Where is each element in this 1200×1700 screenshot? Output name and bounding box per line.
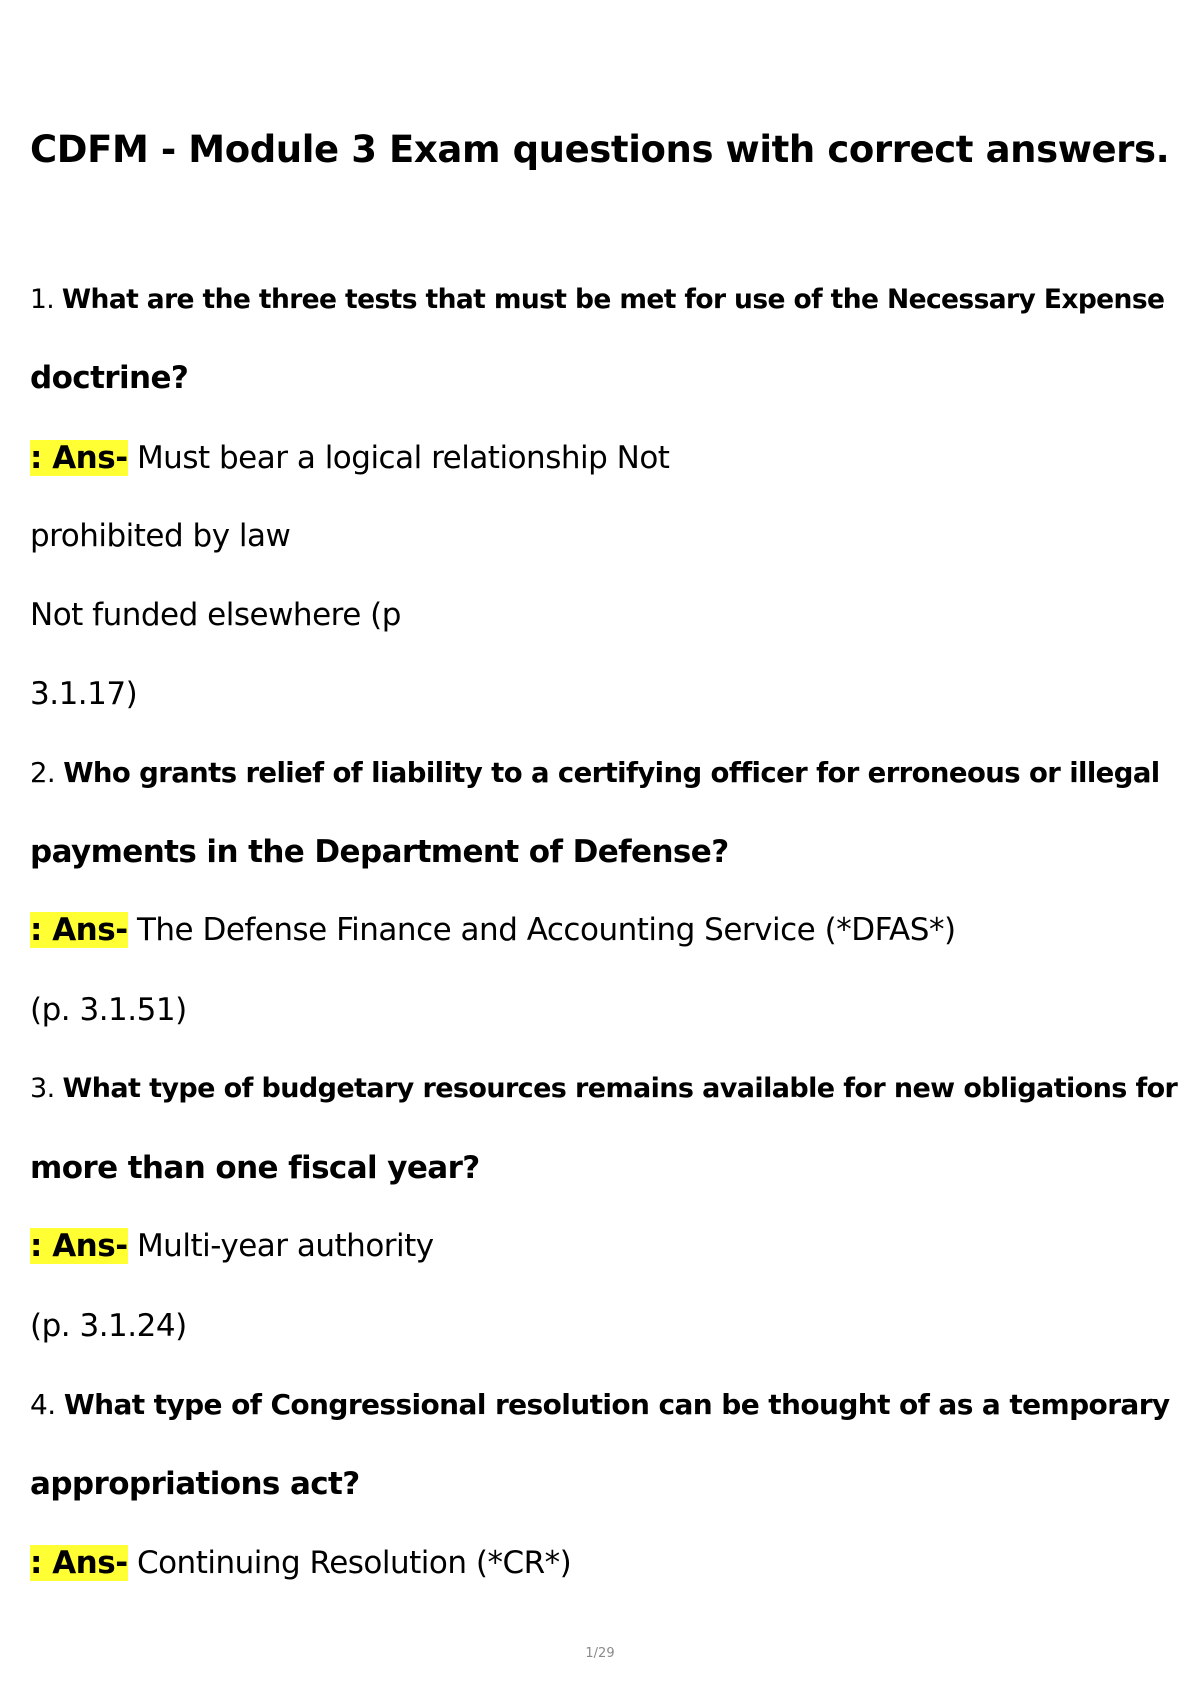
question-4-line-1: [30, 1383, 1170, 1427]
question-3-line-1: [30, 1067, 1177, 1111]
question-1-number: 1.: [30, 284, 55, 315]
answer-3: [30, 1224, 434, 1268]
question-4-number: 4.: [30, 1388, 56, 1421]
question-1-line-2: doctrine?: [30, 360, 189, 396]
answer-1-line-3: Not funded elsewhere (p: [30, 597, 401, 633]
question-4-line-2: appropriations act?: [30, 1466, 360, 1502]
answer-1-text: Must bear a logical relationship Not: [136, 440, 670, 476]
answer-label-2: : Ans-: [30, 912, 128, 948]
answer-label-1: : Ans-: [30, 440, 128, 476]
page-number: 1/29: [585, 1646, 615, 1661]
question-3-line-2: more than one fiscal year?: [30, 1150, 480, 1186]
question-3-number: 3.: [30, 1073, 55, 1104]
question-4-text: What type of Congressional resolution can be thought of as a temporary: [63, 1388, 1170, 1421]
question-2-number: 2.: [30, 757, 56, 789]
question-2-line-1: [30, 751, 1160, 795]
answer-2: [30, 908, 956, 952]
question-1-text: What are the three tests that must be met for use of the Necessary Expense: [61, 284, 1165, 315]
answer-1-line-2: prohibited by law: [30, 518, 291, 554]
question-2-text: Who grants relief of liability to a certifying officer for erroneous or illegal: [63, 757, 1160, 789]
question-1-line-1: [30, 278, 1164, 322]
answer-4-text: Continuing Resolution (*CR*): [136, 1545, 572, 1581]
question-2-line-2: payments in the Department of Defense?: [30, 834, 729, 870]
answer-2-text: The Defense Finance and Accounting Service (*DFAS*): [136, 912, 956, 948]
question-3-text: What type of budgetary resources remains available for new obligations for: [62, 1073, 1178, 1104]
answer-4: [30, 1541, 571, 1585]
answer-label-3: : Ans-: [30, 1228, 128, 1264]
document-title: CDFM - Module 3 Exam questions with correct answers.: [30, 128, 1170, 171]
answer-3-text: Multi-year authority: [136, 1228, 434, 1264]
answer-3-line-2: (p. 3.1.24): [30, 1308, 187, 1344]
answer-1-line-4: 3.1.17): [30, 676, 138, 712]
answer-label-4: : Ans-: [30, 1545, 128, 1581]
answer-1: [30, 436, 669, 480]
answer-2-line-2: (p. 3.1.51): [30, 992, 187, 1028]
